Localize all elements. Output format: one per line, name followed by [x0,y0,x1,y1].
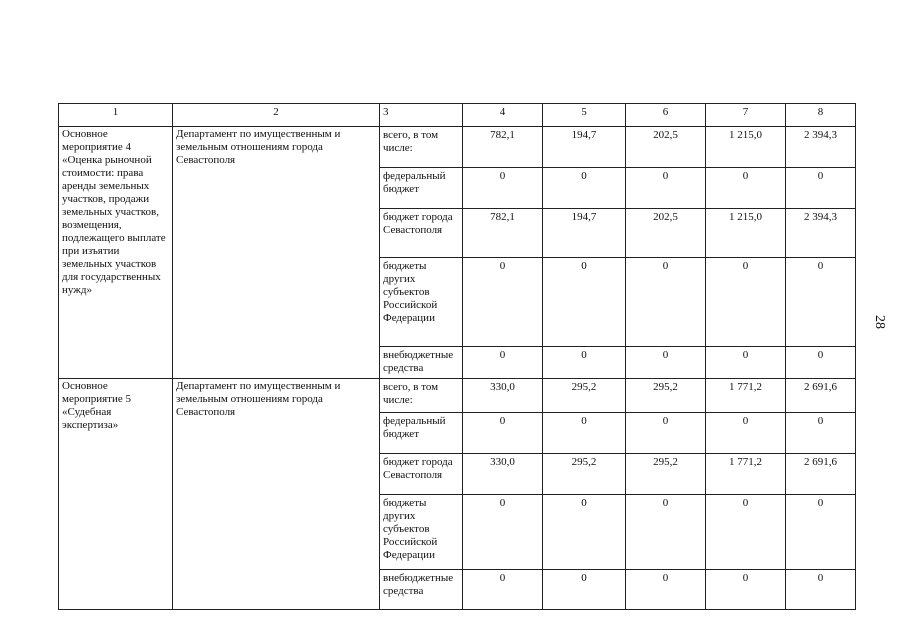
amount-cell: 0 [786,570,856,610]
amount-cell: 0 [626,258,706,347]
measure-name: Основное мероприятие 4 «Оценка рыночной стоимости: права аренды земельных участков, продажи земельных участков, возмещения, подлежащего выплате при изъятии земельных участков для государственных нужд» [59,127,173,379]
amount-cell: 0 [626,413,706,454]
amount-cell: 0 [706,413,786,454]
amount-cell: 295,2 [626,379,706,413]
amount-cell: 1 771,2 [706,454,786,495]
amount-cell: 295,2 [543,454,626,495]
column-number-row [59,104,856,127]
amount-cell: 0 [543,347,626,379]
amount-cell: 2 394,3 [786,127,856,168]
amount-cell: 0 [463,495,543,570]
amount-cell: 0 [463,258,543,347]
amount-cell: 0 [626,570,706,610]
amount-cell: 330,0 [463,379,543,413]
funding-source: всего, в том числе: [380,127,463,168]
executor-name: Департамент по имущественным и земельным отношениям города Севастополя [173,127,380,379]
funding-source: бюджет города Севастополя [380,454,463,495]
funding-source: бюджеты других субъектов Российской Федерации [380,495,463,570]
measure-name: Основное мероприятие 5 «Судебная экспертиза» [59,379,173,610]
col-header-7: 7 [706,104,786,127]
col-header-6: 6 [626,104,706,127]
amount-cell: 0 [626,347,706,379]
funding-source: бюджеты других субъектов Российской Федерации [380,258,463,347]
amount-cell: 202,5 [626,127,706,168]
amount-cell: 0 [543,168,626,209]
amount-cell: 202,5 [626,209,706,258]
amount-cell: 1 215,0 [706,209,786,258]
executor-name: Департамент по имущественным и земельным отношениям города Севастополя [173,379,380,610]
amount-cell: 0 [463,413,543,454]
amount-cell: 0 [543,413,626,454]
amount-cell: 0 [626,168,706,209]
amount-cell: 295,2 [626,454,706,495]
amount-cell: 0 [786,495,856,570]
table-row [59,127,856,168]
amount-cell: 0 [786,258,856,347]
amount-cell: 295,2 [543,379,626,413]
amount-cell: 0 [706,570,786,610]
amount-cell: 782,1 [463,127,543,168]
budget-table [58,103,856,610]
amount-cell: 0 [543,258,626,347]
amount-cell: 0 [543,495,626,570]
table-row [59,379,856,413]
amount-cell: 2 394,3 [786,209,856,258]
amount-cell: 2 691,6 [786,379,856,413]
funding-source: бюджет города Севастополя [380,209,463,258]
amount-cell: 0 [463,168,543,209]
funding-source: внебюджетные средства [380,570,463,610]
table-body [59,127,856,610]
amount-cell: 1 215,0 [706,127,786,168]
amount-cell: 194,7 [543,127,626,168]
col-header-8: 8 [786,104,856,127]
amount-cell: 0 [786,413,856,454]
amount-cell: 0 [463,570,543,610]
amount-cell: 1 771,2 [706,379,786,413]
amount-cell: 194,7 [543,209,626,258]
funding-source: внебюджетные средства [380,347,463,379]
amount-cell: 0 [786,347,856,379]
funding-source: федеральный бюджет [380,413,463,454]
amount-cell: 2 691,6 [786,454,856,495]
amount-cell: 0 [543,570,626,610]
amount-cell: 0 [786,168,856,209]
amount-cell: 0 [706,258,786,347]
funding-source: федеральный бюджет [380,168,463,209]
funding-source: всего, в том числе: [380,379,463,413]
page-number: 28 [872,315,887,329]
amount-cell: 330,0 [463,454,543,495]
amount-cell: 0 [626,495,706,570]
amount-cell: 0 [706,347,786,379]
amount-cell: 0 [706,168,786,209]
col-header-3: 3 [380,104,463,127]
col-header-4: 4 [463,104,543,127]
amount-cell: 0 [463,347,543,379]
col-header-5: 5 [543,104,626,127]
amount-cell: 782,1 [463,209,543,258]
col-header-1: 1 [59,104,173,127]
col-header-2: 2 [173,104,380,127]
amount-cell: 0 [706,495,786,570]
